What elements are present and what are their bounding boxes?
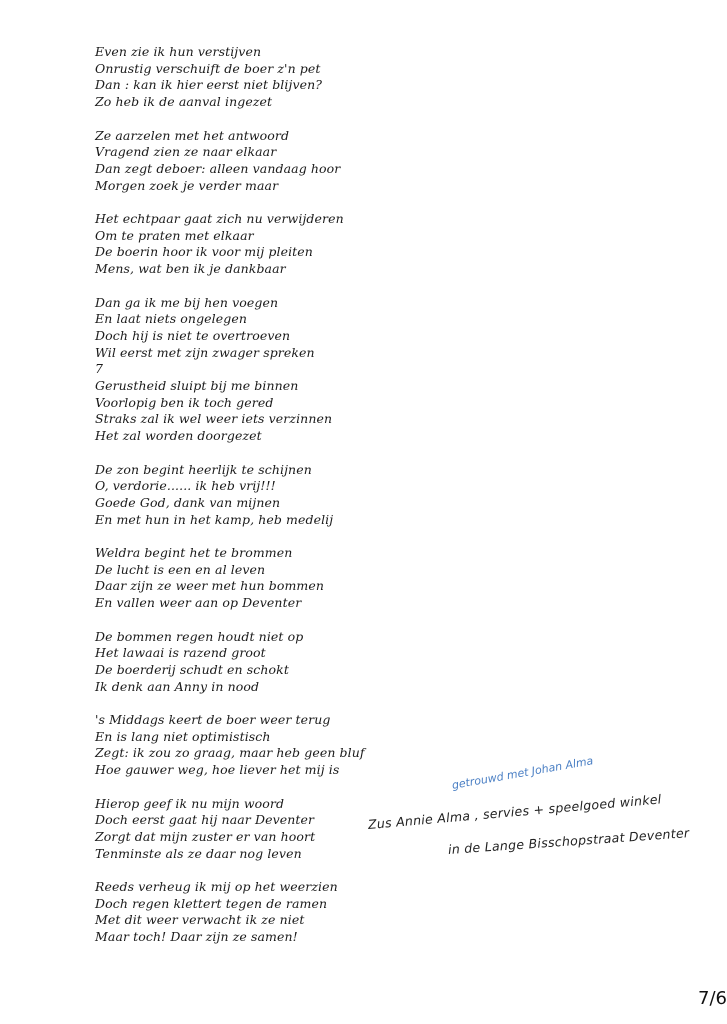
poem-line: Dan zegt deboer: alleen vandaag hoor	[95, 160, 341, 176]
poem-line: En vallen weer aan op Deventer	[95, 595, 302, 611]
poem-line: Straks zal ik wel weer iets verzinnen	[95, 411, 333, 427]
page-number: 7/6	[698, 988, 727, 1009]
poem-line: Doch eerst gaat hij naar Deventer	[95, 812, 315, 828]
handwritten-note-blue: getrouwd met Johan Alma	[450, 754, 595, 792]
poem-line: Weldra begint het te brommen	[95, 545, 293, 561]
poem-line: Zegt: ik zou zo graag, maar heb geen bluf	[95, 745, 365, 761]
poem-line: Zorgt dat mijn zuster er van hoort	[95, 828, 316, 844]
poem-line: Goede God, dank van mijnen	[95, 494, 281, 510]
poem-line: Daar zijn ze weer met hun bommen	[95, 578, 325, 594]
poem-line: Met dit weer verwacht ik ze niet	[95, 912, 305, 928]
poem-line: De boerderij schudt en schokt	[95, 661, 289, 677]
poem-line: En laat niets ongelegen	[95, 311, 248, 327]
poem-line: 's Middags keert de boer weer terug	[95, 712, 331, 728]
poem-line: De zon begint heerlijk te schijnen	[95, 461, 312, 477]
poem-line: Maar toch! Daar zijn ze samen!	[95, 929, 298, 945]
poem-line: Ze aarzelen met het antwoord	[95, 127, 290, 143]
poem-line: Even zie ik hun verstijven	[95, 44, 262, 59]
stanza	[95, 44, 425, 111]
poem-line: Het zal worden doorgezet	[95, 428, 262, 444]
poem-line: Om te praten met elkaar	[95, 227, 254, 243]
poem-line: Zo heb ik de aanval ingezet	[95, 94, 273, 110]
poem-line: De boerin hoor ik voor mij pleiten	[95, 244, 313, 260]
poem-line: Doch hij is niet te overtroeven	[95, 327, 291, 343]
poem-line: Reeds verheug ik mij op het weerzien	[95, 879, 338, 895]
poem-line: Doch regen klettert tegen de ramen	[95, 895, 328, 911]
poem-line: De lucht is een en al leven	[95, 561, 266, 577]
poem-line: En met hun in het kamp, heb medelij	[95, 511, 334, 527]
stanza	[95, 462, 425, 529]
poem-line: Hierop geef ik nu mijn woord	[95, 795, 285, 811]
poem-line: Het echtpaar gaat zich nu verwijderen	[95, 211, 344, 226]
poem-line: Dan : kan ik hier eerst niet blijven?	[95, 77, 323, 93]
handwritten-note-line-1: Zus Annie Alma , servies + speelgoed winkel	[367, 791, 663, 832]
handwritten-note-line-2: in de Lange Bisschopstraat Deventer	[447, 825, 690, 857]
stanza	[95, 211, 425, 278]
poem-line: Voorlopig ben ik toch gered	[95, 394, 274, 410]
poem-line: Morgen zoek je verder maar	[95, 177, 279, 193]
poem-line: Vragend zien ze naar elkaar	[95, 144, 277, 160]
stanza	[95, 629, 425, 696]
stanza	[95, 128, 425, 195]
poem-line: Onrustig verschuift de boer z'n pet	[95, 60, 321, 76]
poem-line: Wil eerst met zijn zwager spreken	[95, 344, 315, 360]
poem-line: 7	[95, 361, 104, 377]
poem-line: Het lawaai is razend groot	[95, 645, 266, 661]
stanza	[95, 712, 425, 779]
poem-line: De bommen regen houdt niet op	[95, 628, 304, 644]
poem-line: O, verdorie...... ik heb vrij!!!	[95, 478, 276, 494]
poem-line: Dan ga ik me bij hen voegen	[95, 294, 279, 310]
poem-line: Tenminste als ze daar nog leven	[95, 845, 302, 861]
stanza	[95, 879, 425, 946]
poem-line: Mens, wat ben ik je dankbaar	[95, 261, 286, 277]
poem-line: Gerustheid sluipt bij me binnen	[95, 378, 299, 394]
poem-line: Ik denk aan Anny in nood	[95, 678, 260, 694]
stanza	[95, 545, 425, 612]
poem-line: Hoe gauwer weg, hoe liever het mij is	[95, 762, 340, 778]
stanza	[95, 295, 425, 445]
poem-line: En is lang niet optimistisch	[95, 728, 271, 744]
